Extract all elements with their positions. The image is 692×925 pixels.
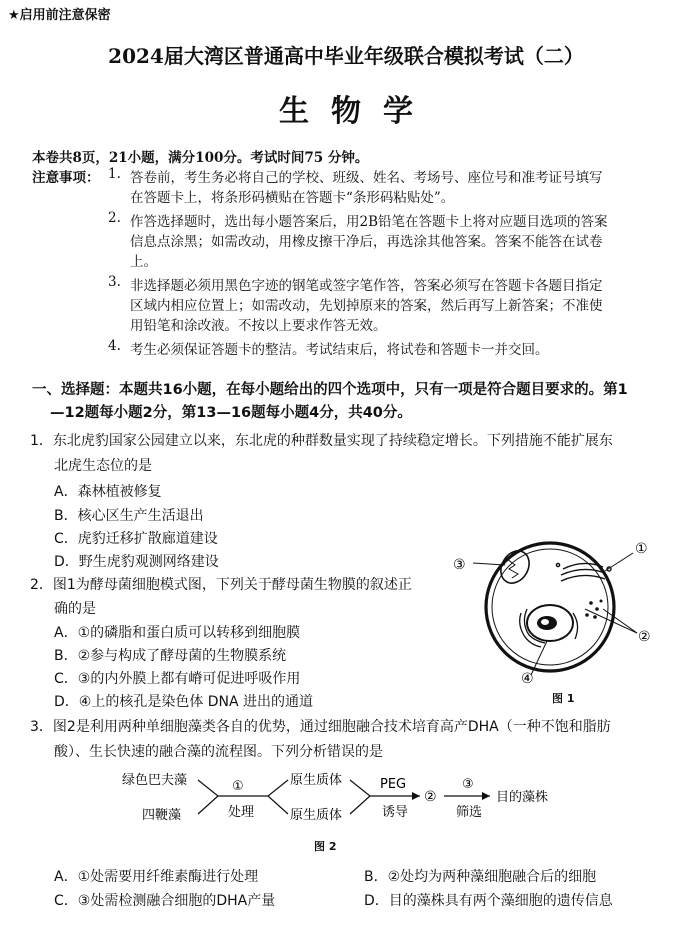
note-line: 考生必须保证答题卡的整洁。考试结束后，将试卷和答题卡一并交回。 xyxy=(130,342,549,358)
exam-summary: 本卷共8页，21小题，满分100分。考试时间75 分钟。 xyxy=(32,150,369,166)
note-line: 信息点涂黑；如需改动，用橡皮擦干净后，再选涂其他答案。答案不能答在试卷 xyxy=(130,234,603,250)
question-2-stem: 2．图1为酵母菌细胞模式图，下列关于酵母菌生物膜的叙述正 xyxy=(30,577,412,593)
note-number: 2. xyxy=(108,210,121,226)
question-3-option-b: B．②处均为两种藻细胞融合后的细胞 xyxy=(364,869,597,885)
note-number: 3. xyxy=(108,274,121,290)
question-3-stem: 3．图2是利用两种单细胞藻类各自的优势，通过细胞融合技术培育高产DHA（一种不饱和脂肪 xyxy=(30,719,611,735)
screen-label: 筛选 xyxy=(456,805,483,820)
note-line: 在答题卡上，将条形码横贴在答题卡“条形码粘贴处”。 xyxy=(130,190,455,206)
arrow-head xyxy=(412,792,420,800)
step-1-label: 处理 xyxy=(228,805,255,820)
question-2-option-c: C．③的内外膜上都有嵴可促进呼吸作用 xyxy=(54,671,301,687)
question-3-stem: 酸）、生长快速的融合藻的流程图。下列分析错误的是 xyxy=(54,744,383,760)
leader-line xyxy=(473,563,505,565)
section-heading: —12题每小题2分，第13—16题每小题4分，共40分。 xyxy=(50,405,412,421)
notes-label: 注意事项： xyxy=(32,170,100,186)
question-2-stem: 确的是 xyxy=(54,601,96,617)
leader-line xyxy=(603,609,637,633)
figure-1-caption: 图 1 xyxy=(552,692,575,705)
merge-bracket xyxy=(198,780,218,814)
note-line: 答卷前，考生务必将自己的学校、班级、姓名、考场号、座位号和准考证号填写 xyxy=(130,170,603,186)
exam-title: 2024届大湾区普通高中毕业年级联合模拟考试（二） xyxy=(108,44,584,68)
protoplast-1: 原生质体 xyxy=(290,773,343,788)
split-bracket xyxy=(268,780,288,814)
question-1-stem: 北虎生态位的是 xyxy=(54,458,152,474)
question-1-option-c: C．虎豹迁移扩散廊道建设 xyxy=(54,531,218,547)
fig1-label-1: ① xyxy=(635,541,648,557)
golgi-apparatus xyxy=(556,563,611,581)
question-3-option-d: D．目的藻株具有两个藻细胞的遗传信息 xyxy=(364,893,613,909)
leader-line xyxy=(605,553,633,571)
fig1-label-3: ③ xyxy=(453,557,466,573)
yeast-cell-figure xyxy=(445,525,670,705)
note-line: 作答选择题时，选出每小题答案后，用2B铅笔在答题卡上将对应题目选项的答案 xyxy=(130,214,608,230)
algae-1: 绿色巴夫藻 xyxy=(122,773,188,788)
mitochondrion xyxy=(495,546,535,588)
question-1-option-b: B．核心区生产生活退出 xyxy=(54,508,204,524)
peg-label: PEG xyxy=(380,777,407,792)
question-3-option-a: A．①处需要用纤维素酶进行处理 xyxy=(54,869,259,885)
step-3-mark: ③ xyxy=(462,777,474,792)
note-line: 区域内相应位置上；如需改动，先划掉原来的答案，然后再写上新答案；不准使 xyxy=(130,298,603,314)
step-1-mark: ① xyxy=(232,779,244,794)
note-line: 用铅笔和涂改液。不按以上要求作答无效。 xyxy=(130,318,387,334)
question-2-option-a: A．①的磷脂和蛋白质可以转移到细胞膜 xyxy=(54,625,301,641)
note-number: 1. xyxy=(108,166,121,182)
note-number: 4. xyxy=(108,338,121,354)
question-1-option-a: A．森林植被修复 xyxy=(54,484,162,500)
step-2-mark: ② xyxy=(424,789,437,805)
nucleus xyxy=(527,605,573,641)
confidential-notice: ★启用前注意保密 xyxy=(8,8,111,23)
fusion-flowchart xyxy=(110,764,580,830)
question-2-option-d: D．④上的核孔是染色体 DNA 进出的通道 xyxy=(54,694,314,710)
subject-title: 生物学 xyxy=(279,94,435,129)
note-line: 非选择题必须用黑色字迹的钢笔或签字笔作答，答案必须写在答题卡各题目指定 xyxy=(130,278,603,294)
fig1-label-2: ② xyxy=(638,629,651,645)
fig1-label-4: ④ xyxy=(521,671,534,687)
note-line: 上。 xyxy=(130,254,157,270)
algae-2: 四鞭藻 xyxy=(142,808,182,823)
arrow-head xyxy=(482,792,490,800)
merge-bracket xyxy=(350,780,370,814)
question-2-option-b: B．②参与构成了酵母菌的生物膜系统 xyxy=(54,648,287,664)
cell-wall xyxy=(486,543,614,671)
induce-label: 诱导 xyxy=(382,805,409,820)
protoplast-2: 原生质体 xyxy=(290,808,343,823)
question-1-stem: 1．东北虎豹国家公园建立以来，东北虎的种群数量实现了持续稳定增长。下列措施不能扩展东 xyxy=(30,433,613,449)
target-strain: 目的藻株 xyxy=(496,790,549,805)
figure-2-caption: 图 2 xyxy=(314,840,337,853)
question-3-option-c: C．③处需检测融合细胞的DHA产量 xyxy=(54,893,276,909)
question-1-option-d: D．野生虎豹观测网络建设 xyxy=(54,554,219,570)
section-heading: 一、选择题：本题共16小题，在每小题给出的四个选项中，只有一项是符合题目要求的。第1 xyxy=(32,382,628,398)
cell-membrane xyxy=(492,549,608,665)
